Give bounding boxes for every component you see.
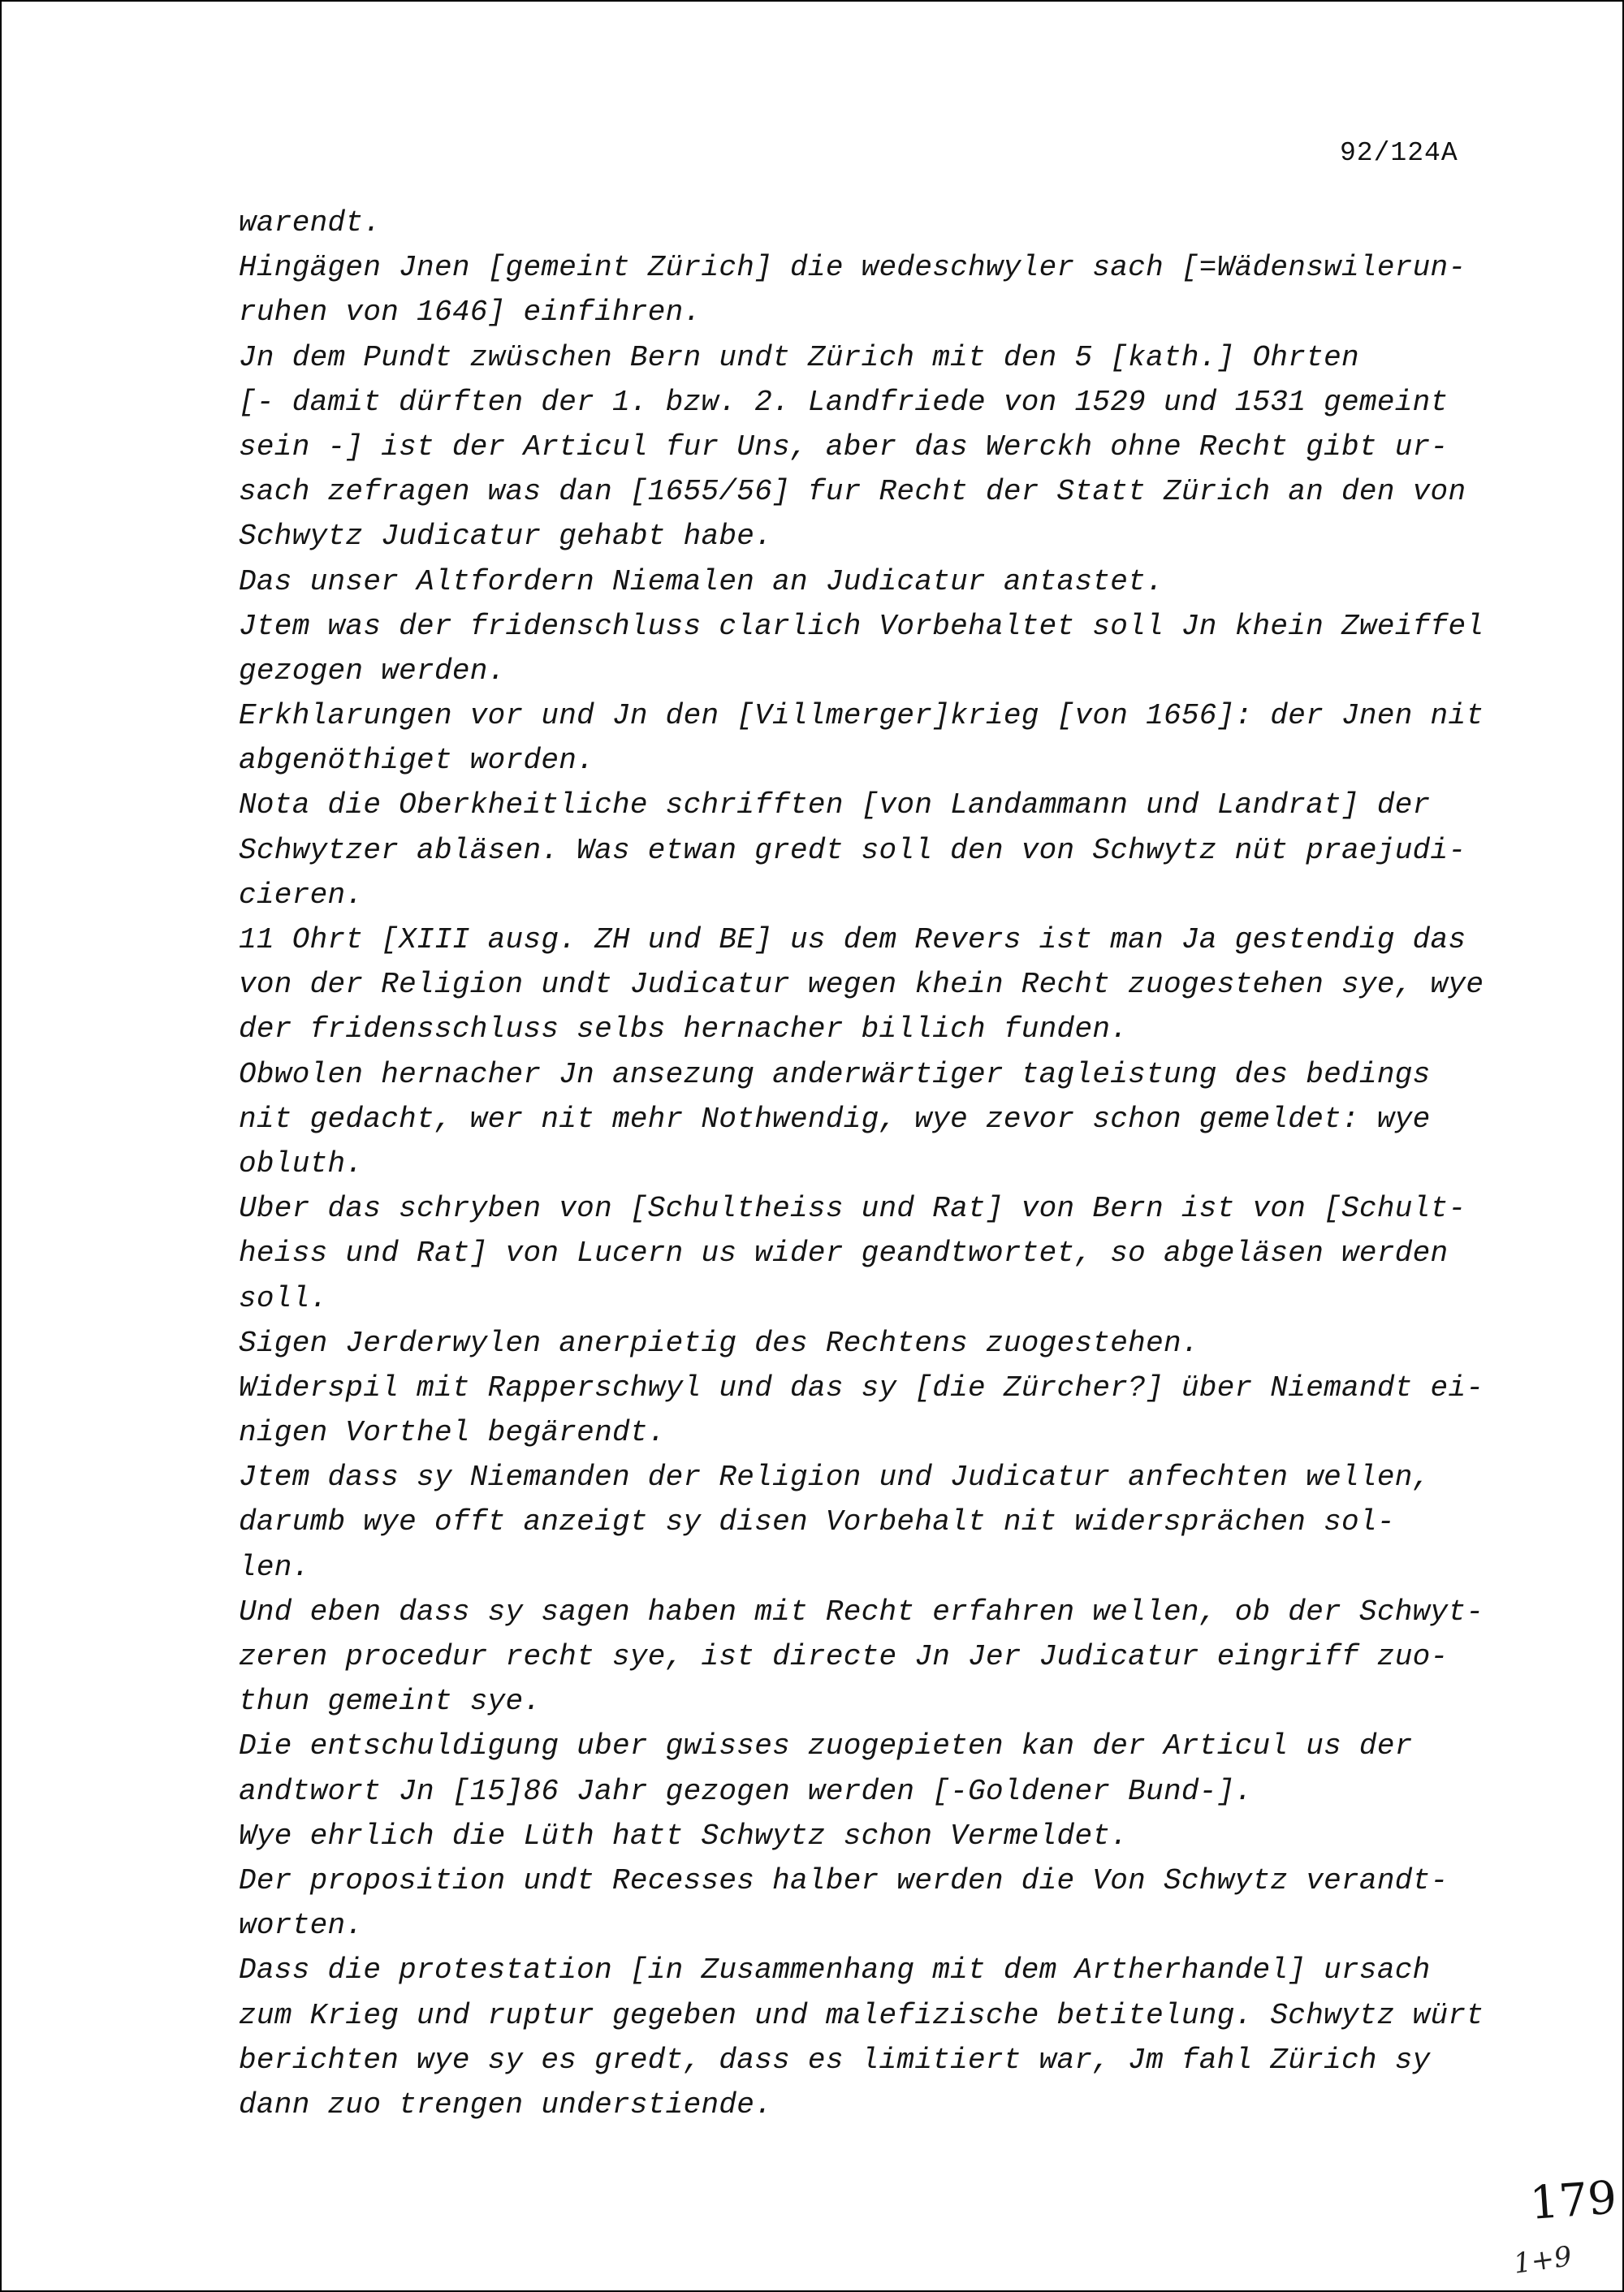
text-line: zeren procedur recht sye, ist directe Jn Jer Judicatur eingriff zuo- bbox=[239, 1640, 1449, 1673]
archive-reference: 92/124A bbox=[1340, 138, 1458, 168]
text-line: Hingägen Jnen [gemeint Zürich] die wedeschwyler sach [=Wädenswilerun- bbox=[239, 251, 1466, 285]
text-line: Der proposition undt Recesses halber werden die Von Schwytz verandt- bbox=[239, 1863, 1449, 1897]
handwritten-folio-number: 179 bbox=[1528, 2171, 1619, 2230]
text-line: Schwytz Judicatur gehabt habe. bbox=[239, 520, 773, 554]
text-line: warendt. bbox=[239, 206, 382, 240]
text-line: soll. bbox=[239, 1281, 328, 1315]
text-line: Erkhlarungen vor und Jn den [Villmerger]krieg [von 1656]: der Jnen nit bbox=[239, 699, 1484, 733]
text-line: len. bbox=[239, 1550, 310, 1584]
text-line: ruhen von 1646] einfihren. bbox=[239, 296, 702, 330]
text-line: cieren. bbox=[239, 878, 364, 912]
text-line: Jtem was der fridenschluss clarlich Vorbehaltet soll Jn khein Zweiffel bbox=[239, 609, 1484, 643]
text-line: Jn dem Pundt zwüschen Bern undt Zürich mit den 5 [kath.] Ohrten bbox=[239, 340, 1359, 374]
text-line: Widerspil mit Rapperschwyl und das sy [die Zürcher?] über Niemandt ei- bbox=[239, 1370, 1484, 1405]
text-line: Die entschuldigung uber gwisses zuogepieten kan der Articul us der bbox=[239, 1729, 1413, 1763]
text-line: Uber das schryben von [Schultheiss und Rat] von Bern ist von [Schult- bbox=[239, 1192, 1466, 1226]
handwritten-folio-note: 1+9 bbox=[1511, 2240, 1574, 2281]
text-line: andtwort Jn [15]86 Jahr gezogen werden [-Goldener Bund-]. bbox=[239, 1774, 1253, 1808]
text-line: zum Krieg und ruptur gegeben und malefizische betitelung. Schwytz würt bbox=[239, 1998, 1484, 2032]
text-line: sein -] ist der Articul fur Uns, aber das Werckh ohne Recht gibt ur- bbox=[239, 429, 1449, 464]
text-line: nit gedacht, wer nit mehr Nothwendig, wye zevor schon gemeldet: wye bbox=[239, 1102, 1431, 1136]
text-line: sach zefragen was dan [1655/56] fur Recht der Statt Zürich an den von bbox=[239, 475, 1466, 509]
text-line: obluth. bbox=[239, 1146, 364, 1181]
text-line: Jtem dass sy Niemanden der Religion und Judicatur anfechten wellen, bbox=[239, 1461, 1431, 1495]
text-line: Schwytzer abläsen. Was etwan gredt soll den von Schwytz nüt praejudi- bbox=[239, 833, 1466, 867]
text-line: nigen Vorthel begärendt. bbox=[239, 1416, 666, 1450]
text-line: abgenöthiget worden. bbox=[239, 744, 595, 778]
text-line: Und eben dass sy sagen haben mit Recht erfahren wellen, ob der Schwyt- bbox=[239, 1595, 1484, 1629]
text-line: darumb wye offt anzeigt sy disen Vorbehalt nit widersprächen sol- bbox=[239, 1505, 1395, 1539]
text-line: Obwolen hernacher Jn ansezung anderwärtiger tagleistung des bedings bbox=[239, 1057, 1431, 1091]
text-line: gezogen werden. bbox=[239, 654, 506, 688]
text-line: Dass die protestation [in Zusammenhang mit dem Artherhandel] ursach bbox=[239, 1953, 1431, 1988]
text-line: der fridensschluss selbs hernacher billich funden. bbox=[239, 1012, 1129, 1047]
text-line: berichten wye sy es gredt, dass es limitiert war, Jm fahl Zürich sy bbox=[239, 2043, 1431, 2077]
text-line: Das unser Altfordern Niemalen an Judicatur antastet. bbox=[239, 564, 1164, 598]
text-line: dann zuo trengen understiende. bbox=[239, 2087, 773, 2122]
text-line: thun gemeint sye. bbox=[239, 1685, 542, 1719]
text-line: [- damit dürften der 1. bzw. 2. Landfriede von 1529 und 1531 gemeint bbox=[239, 385, 1449, 419]
text-line: von der Religion undt Judicatur wegen khein Recht zuogestehen sye, wye bbox=[239, 968, 1484, 1002]
text-line: 11 Ohrt [XIII ausg. ZH und BE] us dem Revers ist man Ja gestendig das bbox=[239, 923, 1466, 956]
text-line: Sigen Jerderwylen anerpietig des Rechtens zuogestehen. bbox=[239, 1326, 1199, 1360]
text-line: Wye ehrlich die Lüth hatt Schwytz schon Vermeldet. bbox=[239, 1819, 1129, 1853]
document-body bbox=[239, 201, 1505, 2127]
text-line: worten. bbox=[239, 1909, 364, 1943]
text-line: heiss und Rat] von Lucern us wider geandtwortet, so abgeläsen werden bbox=[239, 1237, 1449, 1271]
text-line: Nota die Oberkheitliche schrifften [von Landammann und Landrat] der bbox=[239, 788, 1431, 822]
